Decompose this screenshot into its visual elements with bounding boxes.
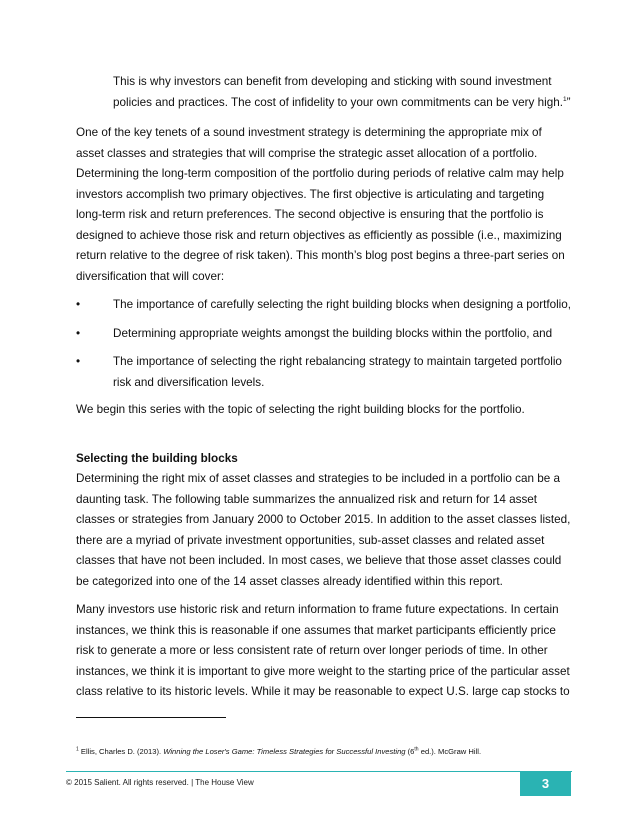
- bullet-item: [76, 324, 572, 345]
- bullet-text: Determining appropriate weights amongst the building blocks within the portfolio, and: [113, 326, 553, 340]
- bullet-item: [76, 352, 572, 393]
- footnote-divider: [76, 717, 226, 718]
- paragraph-intro: One of the key tenets of a sound investment strategy is determining the appropriate mix of asset classes and strategies that will comprise the strategic asset allocation of a portfolio. Determining the long-term composition of the portfolio during periods of relative calm may help investors accomplish two primary objectives. The first objective is articulating and targeting long-term risk and return preferences. The second objective is ensuring that the portfolio is designed to achieve those risk and return objectives as efficiently as possible (i.e., maximizing return relative to the degree of risk taken). This month’s blog post begins a three-part series on diversification that will cover:: [76, 126, 565, 283]
- paragraph-series-intro: We begin this series with the topic of selecting the right building blocks for the portfolio.: [76, 403, 525, 416]
- section-heading: Selecting the building blocks: [76, 452, 238, 465]
- bullet-text: The importance of carefully selecting the right building blocks when designing a portfolio,: [113, 298, 572, 311]
- footnote-author: Ellis, Charles D. (2013).: [80, 747, 162, 756]
- bullet-icon: •: [76, 355, 81, 368]
- paragraph-building-blocks: Determining the right mix of asset classes and strategies to be included in a portfolio can be a daunting task. The following table summarizes the annualized risk and return for 14 asset classes or strategies from January 2000 to October 2015. In addition to the asset classes listed, there are a myriad of private investment opportunities, sub-asset classes and related asset classes that have not been included. In most cases, we believe that those asset classes could be categorized into one of the 14 asset classes already identified within this report.: [76, 472, 571, 588]
- footer-copyright: © 2015 Salient. All rights reserved. | The House View: [66, 778, 254, 787]
- bullet-item: [76, 295, 572, 316]
- quote-footnote-ref[interactable]: 1: [562, 95, 567, 103]
- footnote: [76, 746, 481, 758]
- bullet-icon: •: [76, 298, 81, 311]
- page-number-badge: 3: [520, 772, 571, 796]
- bullet-icon: •: [76, 326, 81, 340]
- bullet-list: [76, 295, 572, 401]
- footnote-edition-open: (6: [407, 747, 415, 756]
- quote-text: This is why investors can benefit from developing and sticking with sound investment policies and practices. The cost of infidelity to your own commitments can be very high.: [113, 75, 563, 109]
- footnote-edition-close: ed.). McGraw Hill.: [420, 747, 482, 756]
- footnote-edition-sup: th: [414, 746, 419, 753]
- block-quote: [113, 72, 583, 113]
- footnote-title: Winning the Loser's Game: Timeless Strategies for Successful Investing: [163, 747, 406, 756]
- quote-end-mark: ”: [566, 95, 571, 109]
- footnote-number: 1: [76, 746, 79, 753]
- footer-divider: [66, 771, 572, 772]
- bullet-text: The importance of selecting the right rebalancing strategy to maintain targeted portfolio risk and diversification levels.: [113, 355, 562, 389]
- paragraph-historic-risk: Many investors use historic risk and return information to frame future expectations. In certain instances, we think this is reasonable if one assumes that market participants efficiently price risk to generate a more or less consistent rate of return over longer periods of time. In other instances, we think it is important to give more weight to the starting price of the particular asset class relative to its historic levels. While it may be reasonable to expect U.S. large cap stocks to: [76, 603, 570, 698]
